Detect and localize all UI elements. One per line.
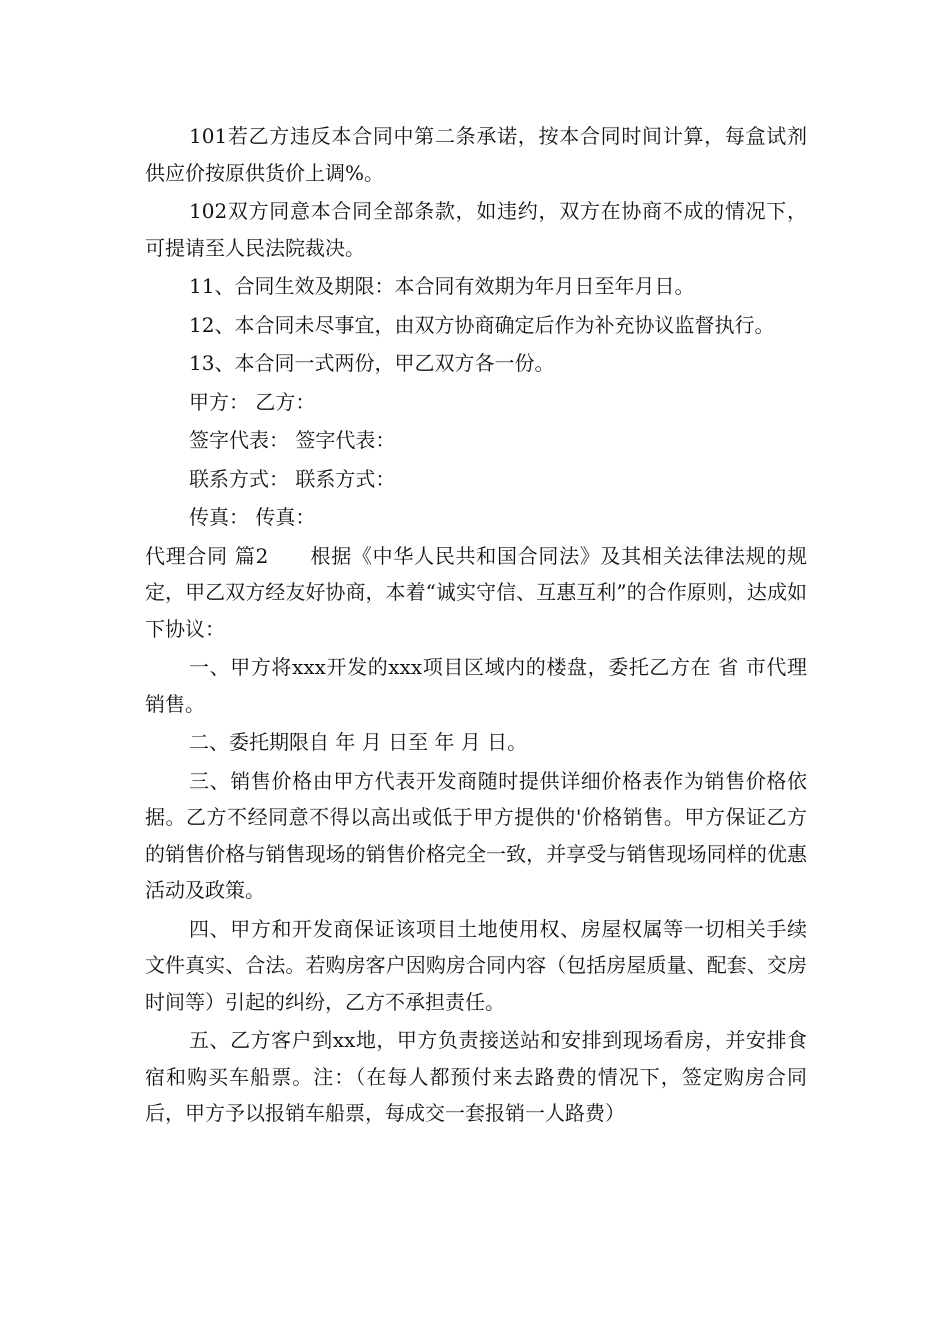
paragraph-clause-11: 11、合同生效及期限：本合同有效期为年月日至年月日。 <box>189 274 695 298</box>
paragraph-contract-intro: 代理合同 篇2 根据《中华人民共和国合同法》及其相关法律法规的规定，甲乙双方经友好协商，本着“诚实守信、互惠互利”的合作原则，达成如下协议： <box>145 543 807 641</box>
paragraph-article-five: 五、乙方客户到xx地，甲方负责接送站和安排到现场看房，并安排食宿和购买车船票。注：（在每人都预付来去路费的情况下，签定购房合同后，甲方予以报销车船票，每成交一套报销一人路费） <box>145 1028 807 1125</box>
paragraph-clause-12: 12、本合同未尽事宜，由双方协商确定后作为补充协议监督执行。 <box>189 312 775 337</box>
paragraph-clause-101: 101若乙方违反本合同中第二条承诺，按本合同时间计算，每盒试剂供应价按原供货价上调%。 <box>145 124 807 185</box>
paragraph-clause-13: 13、本合同一式两份，甲乙双方各一份。 <box>189 351 555 375</box>
paragraph-fax: 传真： 传真： <box>189 505 316 529</box>
paragraph-clause-102: 102双方同意本合同全部条款，如违约，双方在协商不成的情况下，可提请至人民法院裁决。 <box>145 199 807 260</box>
paragraph-signatories: 签字代表： 签字代表： <box>189 428 396 452</box>
paragraph-article-three: 三、销售价格由甲方代表开发商随时提供详细价格表作为销售价格依据。乙方不经同意不得以高出或低于甲方提供的'价格销售。甲方保证乙方的销售价格与销售现场的销售价格完全一致，并享受与销售现场同样的优惠活动及政策。 <box>145 768 807 902</box>
paragraph-parties: 甲方： 乙方： <box>189 389 316 414</box>
document-page <box>145 118 807 1132</box>
paragraph-contact: 联系方式： 联系方式： <box>189 466 396 491</box>
paragraph-article-one: 一、甲方将xxx开发的xxx项目区域内的楼盘，委托乙方在 省 市代理销售。 <box>145 655 807 716</box>
paragraph-article-two: 二、委托期限自 年 月 日至 年 月 日。 <box>189 730 528 754</box>
paragraph-article-four: 四、甲方和开发商保证该项目土地使用权、房屋权属等一切相关手续文件真实、合法。若购房客户因购房合同内容（包括房屋质量、配套、交房时间等）引起的纠纷，乙方不承担责任。 <box>145 916 807 1014</box>
